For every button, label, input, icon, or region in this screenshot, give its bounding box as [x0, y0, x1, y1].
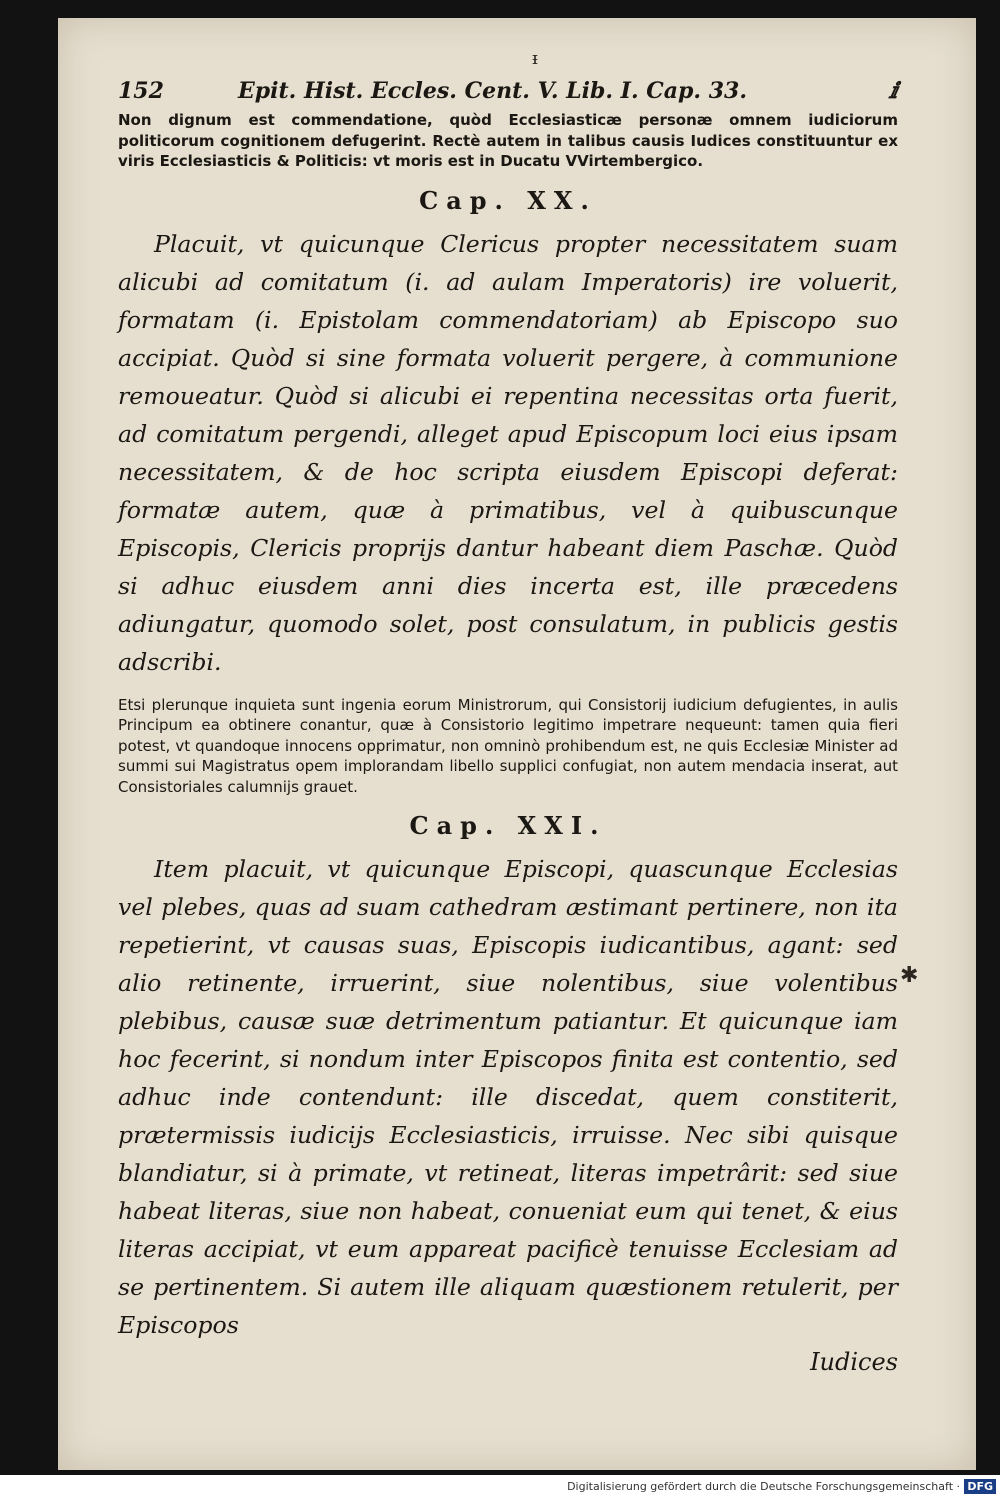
note-second: Etsi plerunque inquieta sunt ingenia eorum Ministrorum, qui Consistorij iudicium defugientes, in aulis Principum ea obtinere conantur, quæ à Consistorio legitimo impetrare nequeunt: tamen quia fieri potest, vt quandoque innocens opprimatur, non omninò prohibendum est, ne quis Ecclesiæ Minister ad summi sui Magistratus opem implorandam libello supplici confugiat, non autem mendacia inserat, aut Consistoriales calumnijs grauet.	[118, 695, 898, 796]
running-head	[118, 78, 898, 110]
chapter-text-xx: Placuit, vt quicunque Clericus propter necessitatem suam alicubi ad comitatum (i. ad aulam Imperatoris) ire voluerit, formatam (i. Epistolam commendatoriam) ab Episcopo suo accipiat. Quòd si sine formata voluerit pergere, à communione remoueatur. Quòd si alicubi ei repentina necessitas orta fuerit, ad comitatum pergendi, alleget apud Episcopum loci eius ipsam necessitatem, & de hoc scripta eiusdem Episcopi deferat: formatæ autem, quæ à primatibus, vel à quibuscunque Episcopis, Clericis proprijs dantur habeant diem Paschæ. Quòd si adhuc eiusdem anni dies incerta est, ille præcedens adiungatur, quomodo solet, post consulatum, in publicis gestis adscribi.	[118, 229, 898, 676]
chapter-heading-xxi: Cap. XXI.	[409, 811, 607, 840]
book-page	[58, 18, 976, 1470]
dfg-logo-icon: DFG	[964, 1479, 996, 1494]
note-opening: Non dignum est commendatione, quòd Ecclesiasticæ personæ omnem iudiciorum politicorum cognitionem defugerint. Rectè autem in talibus causis Iudices constituuntur ex viris Ecclesiasticis & Politicis: vt moris est in Ducatu VVirtembergico.	[118, 111, 898, 170]
margin-mark: ✱	[900, 963, 919, 988]
top-mark: ᵻ	[532, 48, 538, 69]
running-title: Epit. Hist. Eccles. Cent. V. Lib. I. Cap. 33.	[238, 78, 748, 104]
catchword: Iudices	[810, 1348, 898, 1376]
footer-credit: Digitalisierung gefördert durch die Deutsche Forschungsgemeinschaft ·	[567, 1480, 960, 1493]
chapter-text-xxi: Item placuit, vt quicunque Episcopi, quascunque Ecclesias vel plebes, quas ad suam cathedram æstimant pertinere, non ita repetierint, vt causas suas, Episcopis iudicantibus, agant: sed alio retinente, irruerint, siue nolentibus, siue volentibus plebibus, causæ suæ detrimentum patiantur. Et quicunque iam hoc fecerint, si nondum inter Episcopos finita est contentio, sed adhuc inde contendunt: ille discedat, quem constiterit, prætermissis iudicijs Ecclesiasticis, irruisse. Nec sibi quisque blandiatur, si à primate, vt retineat, literas impetrârit: sed siue habeat literas, siue non habeat, conueniat eum qui tenet, & eius literas accipiat, vt eum appareat pacificè tenuisse Ecclesiam ad se pertinentem. Si autem ille aliquam quæstionem retulerit, per Episcopos	[118, 855, 898, 1339]
corner-mark: ⅈ	[889, 78, 898, 104]
page-content	[118, 78, 898, 1380]
page-number: 152	[118, 78, 164, 104]
chapter-heading-xx: Cap. XX.	[419, 185, 597, 215]
footer-bar	[0, 1475, 1000, 1498]
